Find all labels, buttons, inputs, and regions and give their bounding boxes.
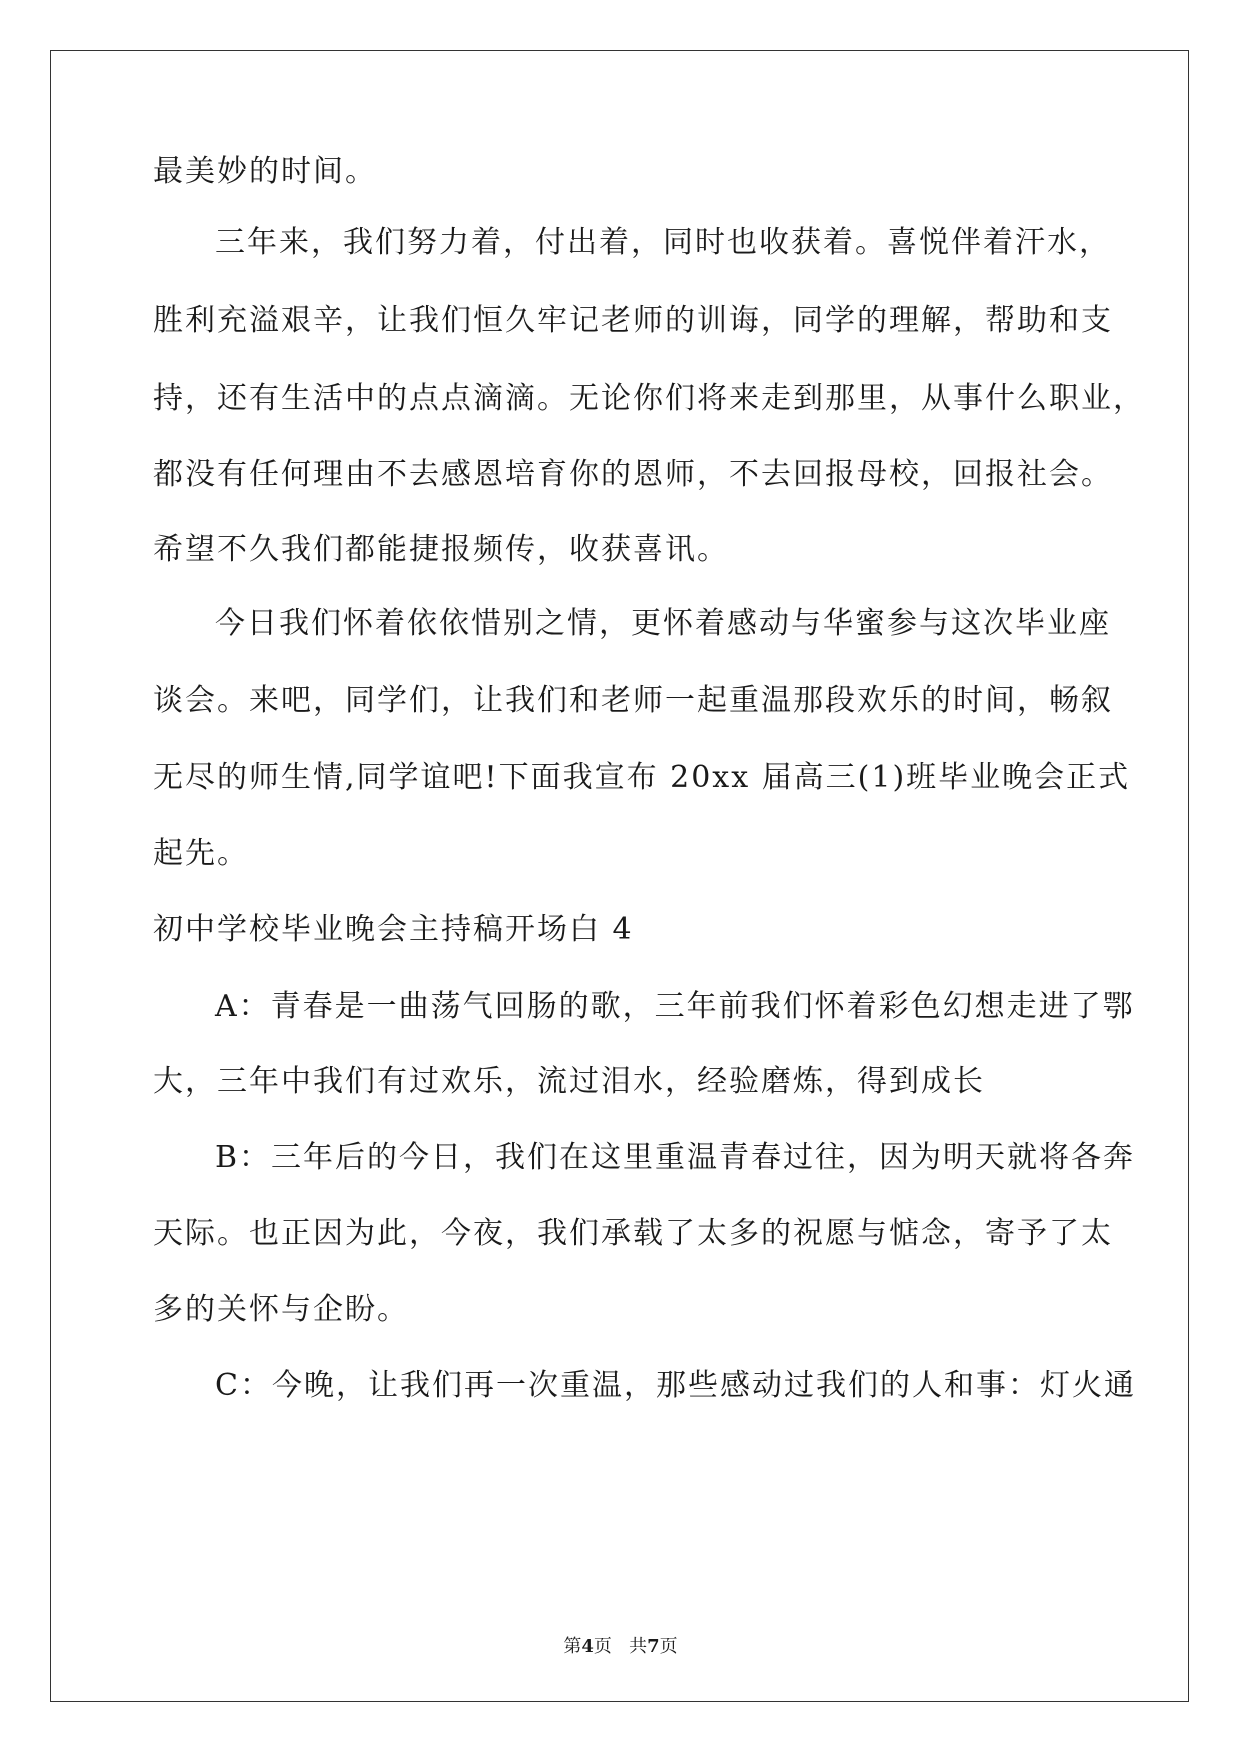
- text-line: 最美妙的时间。: [153, 154, 377, 189]
- text-line: 天际。也正因为此，今夜，我们承载了太多的祝愿与惦念，寄予了太: [153, 1216, 1113, 1251]
- paragraph-first-line: 三年来，我们努力着，付出着，同时也收获着。喜悦伴着汗水，: [215, 225, 1111, 260]
- paragraph-first-line: B：三年后的今日，我们在这里重温青春过往，因为明天就将各奔: [215, 1140, 1136, 1175]
- paragraph-first-line: C：今晚，让我们再一次重温，那些感动过我们的人和事：灯火通: [215, 1368, 1136, 1403]
- text-line: 胜利充溢艰辛，让我们恒久牢记老师的训诲，同学的理解，帮助和支: [153, 303, 1113, 338]
- section-heading: 初中学校毕业晚会主持稿开场白 4: [153, 912, 634, 947]
- footer-page-number: 4: [581, 1636, 594, 1657]
- footer-total-pages: 7: [647, 1636, 660, 1657]
- text-line: 无尽的师生情,同学谊吧!下面我宣布 20xx 届高三(1)班毕业晚会正式: [153, 760, 1131, 795]
- text-line: 谈会。来吧，同学们，让我们和老师一起重温那段欢乐的时间，畅叙: [153, 683, 1113, 718]
- text-line: 持，还有生活中的点点滴滴。无论你们将来走到那里，从事什么职业，: [153, 381, 1145, 416]
- page-footer: [0, 1636, 1241, 1658]
- paragraph-first-line: 今日我们怀着依依惜别之情，更怀着感动与华蜜参与这次毕业座: [215, 606, 1111, 641]
- footer-prefix: 第: [563, 1636, 582, 1657]
- text-line: 大，三年中我们有过欢乐，流过泪水，经验磨炼，得到成长: [153, 1064, 985, 1099]
- page-border: [50, 50, 1189, 1702]
- footer-suffix: 页: [659, 1636, 678, 1657]
- text-line: 希望不久我们都能捷报频传，收获喜讯。: [153, 532, 729, 567]
- text-line: 多的关怀与企盼。: [153, 1292, 409, 1327]
- footer-mid: 页 共: [593, 1636, 648, 1657]
- text-line: 都没有任何理由不去感恩培育你的恩师，不去回报母校，回报社会。: [153, 457, 1113, 492]
- text-line: 起先。: [153, 836, 249, 871]
- paragraph-first-line: A：青春是一曲荡气回肠的歌，三年前我们怀着彩色幻想走进了鄂: [215, 989, 1135, 1024]
